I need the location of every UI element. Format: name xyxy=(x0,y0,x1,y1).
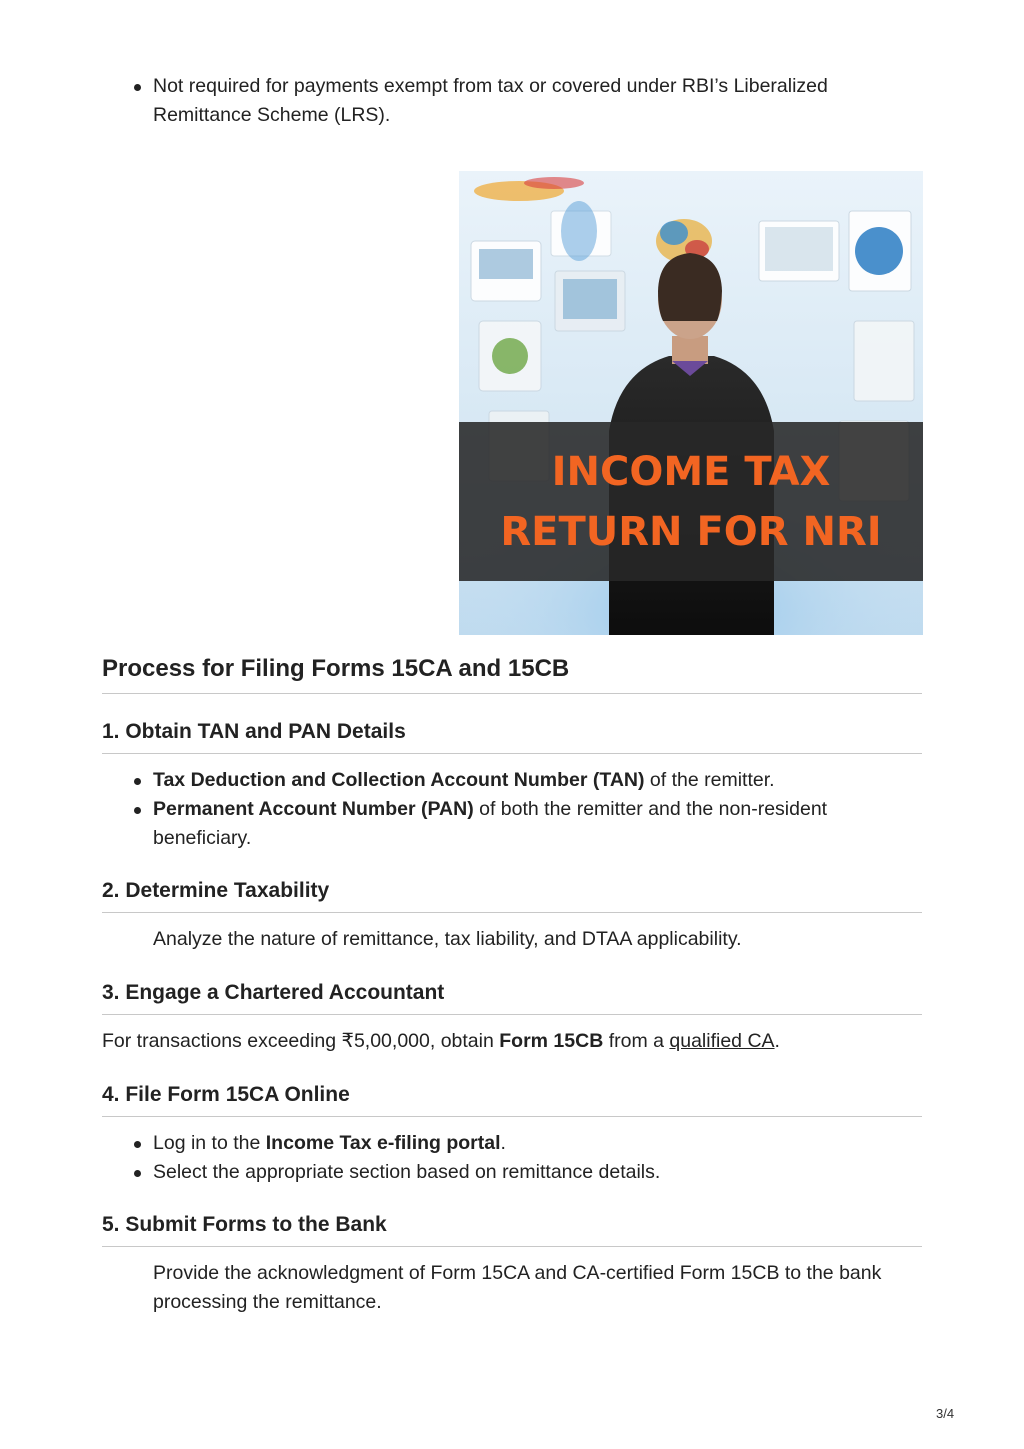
text-bold: Form 15CB xyxy=(499,1030,604,1052)
banner-line-1: INCOME TAX xyxy=(551,448,831,495)
list-item-text: of both the remitter and the non-resident beneficiary. xyxy=(153,798,828,849)
list-item-text: Select the appropriate section based on remittance details. xyxy=(153,1161,661,1183)
hero-image xyxy=(459,171,923,635)
list-item-text: Log in to the xyxy=(153,1132,266,1154)
section-heading: Process for Filing Forms 15CA and 15CB xyxy=(102,652,922,694)
hero-banner xyxy=(459,422,923,581)
text-segment: . xyxy=(774,1030,780,1052)
list-item xyxy=(102,766,902,795)
step-2-heading: 2. Determine Taxability xyxy=(102,876,922,913)
list-item-text: . xyxy=(500,1132,506,1154)
step-4-heading: 4. File Form 15CA Online xyxy=(102,1080,922,1117)
list-item-text: of the remitter. xyxy=(644,769,775,791)
list-item xyxy=(102,72,902,130)
banner-line-2: RETURN FOR NRI xyxy=(500,508,882,555)
list-item-bold: Permanent Account Number (PAN) xyxy=(153,798,474,820)
list-item-text: Not required for payments exempt from tax or covered under RBI’s Liberalized Remittance Scheme (LRS). xyxy=(153,75,828,126)
step-2-text: Analyze the nature of remittance, tax liability, and DTAA applicability. xyxy=(153,928,742,950)
qualified-ca-link[interactable]: qualified CA xyxy=(669,1030,775,1052)
step-5-heading: 5. Submit Forms to the Bank xyxy=(102,1210,922,1247)
list-item xyxy=(102,1129,902,1158)
list-item xyxy=(102,795,902,853)
step-1-list xyxy=(102,766,902,853)
step-3-heading: 3. Engage a Chartered Accountant xyxy=(102,978,922,1015)
list-item-bold: Income Tax e-filing portal xyxy=(265,1132,501,1154)
top-bullet-list xyxy=(102,72,902,130)
bullet-dot xyxy=(134,84,141,91)
text-segment: from a xyxy=(603,1030,670,1052)
text-segment: For transactions exceeding ₹5,00,000, obtain xyxy=(102,1030,500,1052)
bullet-dot xyxy=(134,778,141,785)
step-4-list xyxy=(102,1129,902,1187)
step-3-text xyxy=(102,1027,922,1056)
bullet-dot xyxy=(134,1141,141,1148)
bullet-dot xyxy=(134,1170,141,1177)
list-item xyxy=(102,1158,902,1187)
bullet-dot xyxy=(134,807,141,814)
step-5-text: Provide the acknowledgment of Form 15CA and CA-certified Form 15CB to the bank processing the remittance. xyxy=(153,1262,882,1313)
step-1-heading: 1. Obtain TAN and PAN Details xyxy=(102,717,922,754)
list-item-bold: Tax Deduction and Collection Account Number (TAN) xyxy=(153,769,645,791)
page-number: 3/4 xyxy=(936,1406,955,1421)
